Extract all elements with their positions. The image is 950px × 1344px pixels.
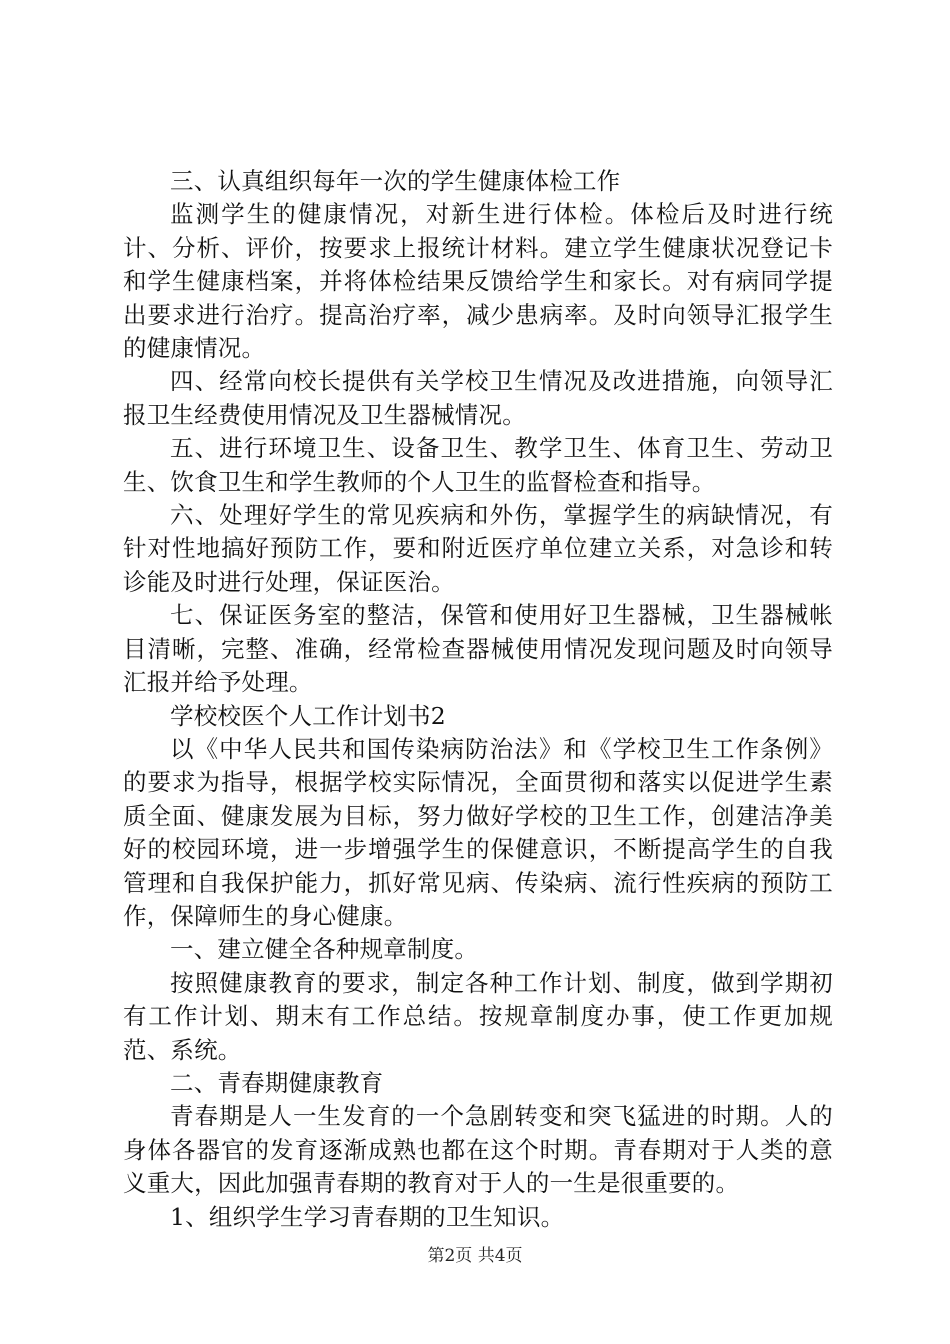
section-heading-1: 一、建立健全各种规章制度。 bbox=[170, 935, 479, 964]
paragraph-item-6: 六、处理好学生的常见疾病和外伤，掌握学生的病缺情况，有针对性地搞好预防工作，要和附近医疗单位建立关系，对急诊和转诊能及时进行处理，保证医治。 bbox=[123, 501, 833, 596]
paragraph-item-7: 七、保证医务室的整洁，保管和使用好卫生器械，卫生器械帐目清晰，完整、准确，经常检查器械使用情况发现问题及时向领导汇报并给予处理。 bbox=[123, 601, 833, 697]
section-heading-3: 三、认真组织每年一次的学生健康体检工作 bbox=[170, 167, 621, 195]
paragraph-item-5: 五、进行环境卫生、设备卫生、教学卫生、体育卫生、劳动卫生、饮食卫生和学生教师的个人卫生的监督检查和指导。 bbox=[123, 434, 833, 496]
paragraph-adolescence: 青春期是人一生发育的一个急剧转变和突飞猛进的时期。人的身体各器官的发育逐渐成熟也都在这个时期。青春期对于人类的意义重大，因此加强青春期的教育对于人的一生是很重要的。 bbox=[123, 1102, 833, 1198]
document-subtitle: 学校校医个人工作计划书2 bbox=[170, 701, 446, 730]
page-number: 第2页 共4页 bbox=[427, 1246, 523, 1266]
paragraph-item-4: 四、经常向校长提供有关学校卫生情况及改进措施，向领导汇报卫生经费使用情况及卫生器械情况。 bbox=[123, 367, 833, 429]
paragraph-intro: 以《中华人民共和国传染病防治法》和《学校卫生工作条例》的要求为指导，根据学校实际情况，全面贯彻和落实以促进学生素质全面、健康发展为目标，努力做好学校的卫生工作，创建洁净美好的校园环境，进一步增强学生的保健意识，不断提高学生的自我管理和自我保护能力，抓好常见病、传染病、流行性疾病的预防工作，保障师生的身心健康。 bbox=[123, 734, 833, 930]
list-item-1: 1、组织学生学习青春期的卫生知识。 bbox=[170, 1202, 565, 1231]
section-heading-2: 二、青春期健康教育 bbox=[170, 1068, 384, 1097]
document-body bbox=[123, 165, 833, 1234]
paragraph-rules: 按照健康教育的要求，制定各种工作计划、制度，做到学期初有工作计划、期末有工作总结。按规章制度办事，使工作更加规范、系统。 bbox=[123, 968, 833, 1064]
paragraph-health-check: 监测学生的健康情况，对新生进行体检。体检后及时进行统计、分析、评价，按要求上报统计材料。建立学生健康状况登记卡和学生健康档案，并将体检结果反馈给学生和家长。对有病同学提出要求进行治疗。提高治疗率，减少患病率。及时向领导汇报学生的健康情况。 bbox=[123, 200, 833, 363]
